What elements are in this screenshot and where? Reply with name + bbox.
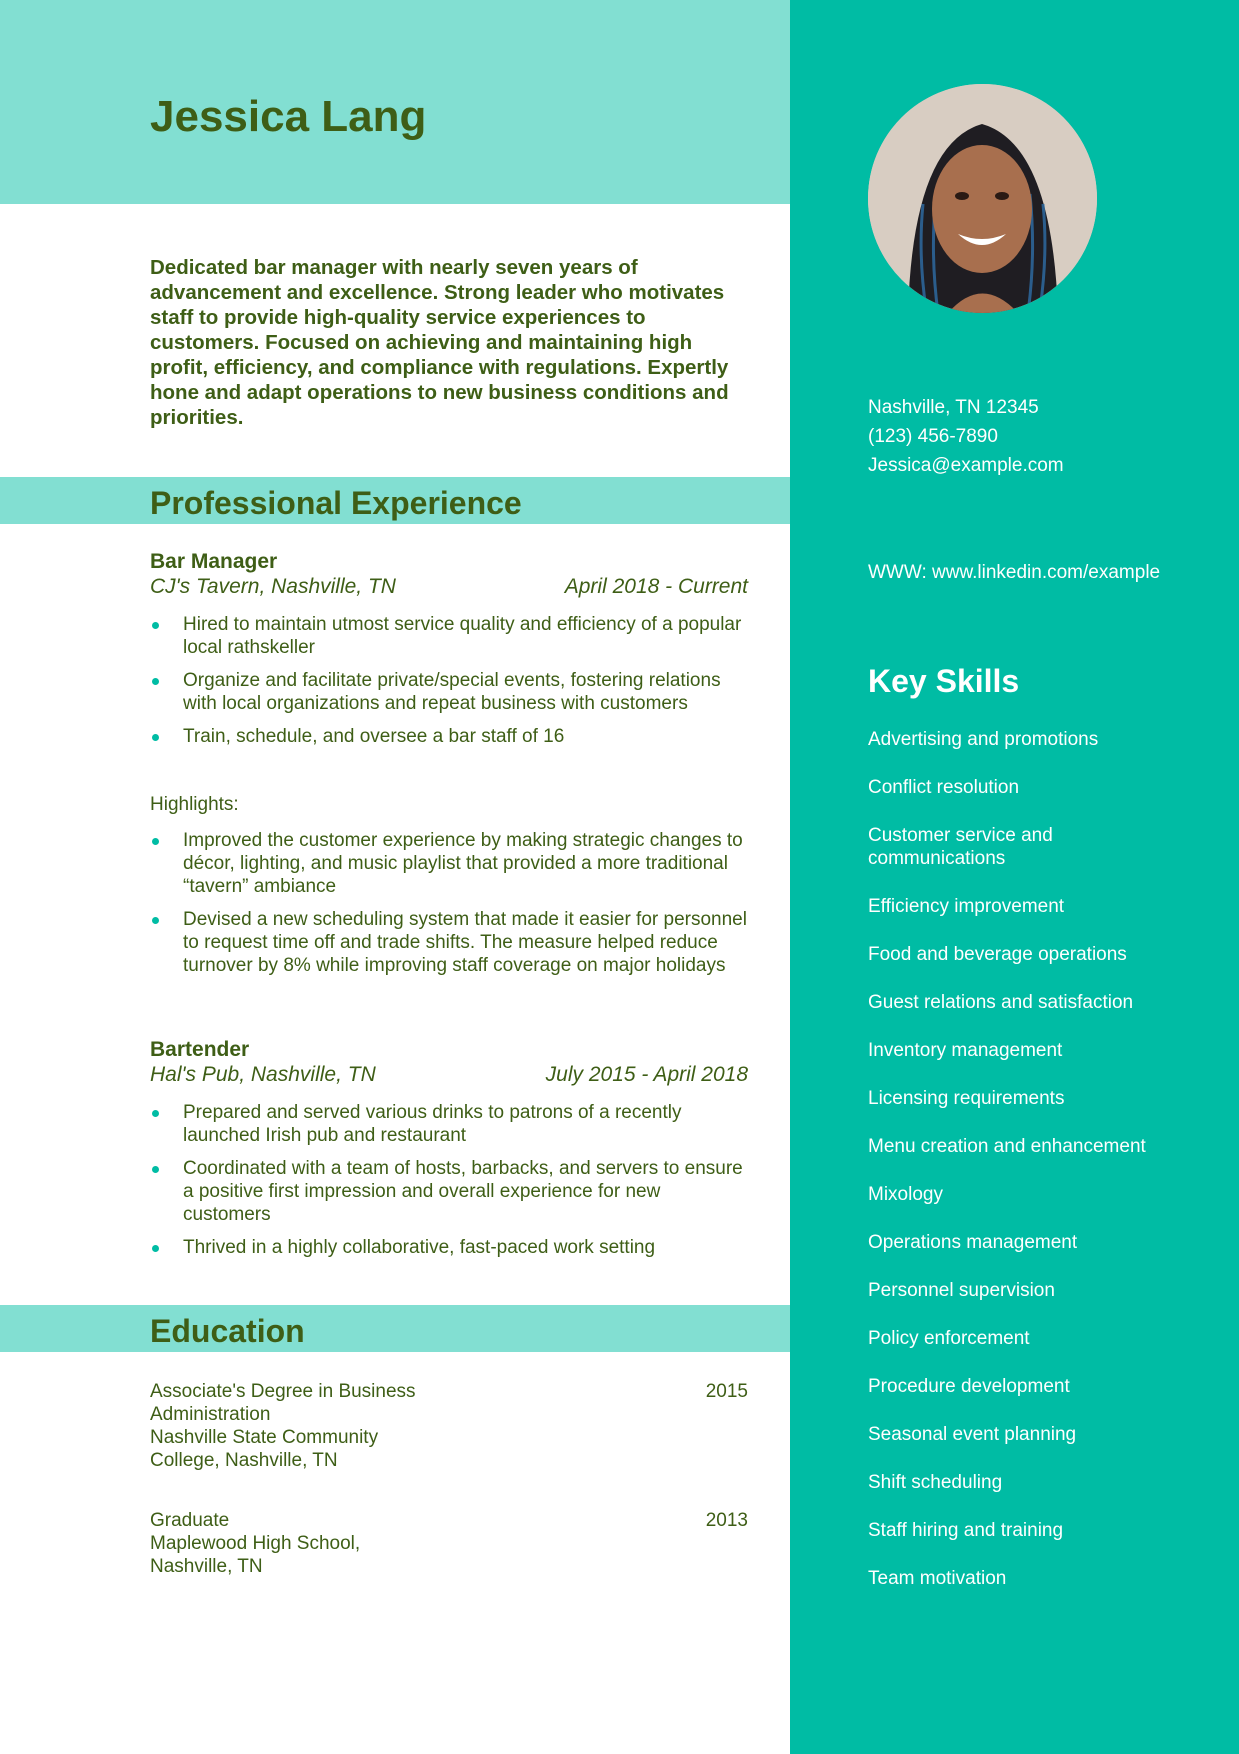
education-degree: Graduate	[150, 1510, 230, 1531]
education-year: 2015	[705, 1381, 748, 1402]
education-band	[0, 1305, 790, 1352]
contact-website[interactable]: WWW: www.linkedin.com/example	[868, 562, 1161, 583]
education-entry	[150, 1380, 748, 1472]
skill-item: Team motivation	[868, 1568, 1007, 1589]
education-year: 2013	[705, 1510, 748, 1531]
skill-item: Policy enforcement	[868, 1328, 1030, 1349]
skill-item: Mixology	[868, 1184, 943, 1205]
skill-item: Advertising and promotions	[868, 729, 1099, 750]
education-degree: Associate's Degree in Business Administration	[150, 1381, 416, 1425]
skill-item: Operations management	[868, 1232, 1078, 1253]
list-item: Hired to maintain utmost service quality and efficiency of a popular local rathskeller	[150, 613, 748, 659]
education-school: Maplewood High School, Nashville, TN	[150, 1533, 361, 1577]
job-dates: April 2018 - Current	[564, 575, 748, 598]
skill-item: Licensing requirements	[868, 1088, 1065, 1109]
job-company: CJ's Tavern, Nashville, TN	[150, 575, 396, 598]
list-item: Thrived in a highly collaborative, fast-paced work setting	[150, 1236, 748, 1259]
bullet-icon	[152, 622, 159, 629]
education-heading: Education	[150, 1313, 305, 1349]
list-item: Organize and facilitate private/special events, fostering relations with local organizations and repeat business with customers	[150, 669, 748, 715]
contact-address: Nashville, TN 12345	[868, 397, 1039, 418]
list-item: Improved the customer experience by making strategic changes to décor, lighting, and music playlist that provided a more traditional “tavern” ambiance	[150, 829, 748, 898]
skill-item: Personnel supervision	[868, 1280, 1055, 1301]
contact-phone: (123) 456-7890	[868, 426, 998, 447]
experience-heading: Professional Experience	[150, 485, 522, 521]
list-item: Train, schedule, and oversee a bar staff of 16	[150, 725, 748, 748]
job-subtitle	[150, 575, 748, 599]
skill-item: Menu creation and enhancement	[868, 1136, 1146, 1157]
skill-item: Customer service and communications	[868, 825, 1053, 869]
job-bullets	[150, 1101, 748, 1269]
list-item: Coordinated with a team of hosts, barbacks, and servers to ensure a positive first impression and overall experience for new customers	[150, 1157, 748, 1226]
bullet-icon	[152, 1166, 159, 1173]
list-item: Devised a new scheduling system that made it easier for personnel to request time off and trade shifts. The measure helped reduce turnover by 8% while improving staff coverage on major holidays	[150, 908, 748, 977]
bullet-icon	[152, 838, 159, 845]
bullet-icon	[152, 1110, 159, 1117]
job-subtitle	[150, 1063, 748, 1087]
summary: Dedicated bar manager with nearly seven years of advancement and excellence. Strong leader who motivates staff to provide high-quality service experiences to customers. Focused on achieving and maintaining high profit, efficiency, and compliance with regulations. Expertly hone and adapt operations to new business conditions and priorities.	[150, 256, 729, 429]
job-company: Hal's Pub, Nashville, TN	[150, 1063, 376, 1086]
education-entry	[150, 1509, 748, 1578]
skill-item: Inventory management	[868, 1040, 1063, 1061]
job-title: Bar Manager	[150, 550, 278, 573]
skill-item: Seasonal event planning	[868, 1424, 1077, 1445]
education-school: Nashville State Community College, Nashville, TN	[150, 1427, 379, 1471]
skills-heading: Key Skills	[868, 663, 1020, 699]
skill-item: Staff hiring and training	[868, 1520, 1064, 1541]
skill-item: Conflict resolution	[868, 777, 1020, 798]
bullet-icon	[152, 917, 159, 924]
skill-item: Procedure development	[868, 1376, 1070, 1397]
job-bullets	[150, 613, 748, 758]
highlight-bullets	[150, 829, 748, 987]
candidate-name: Jessica Lang	[150, 92, 427, 141]
contact-email[interactable]: Jessica@example.com	[868, 455, 1064, 476]
highlights-label: Highlights:	[150, 794, 239, 815]
bullet-icon	[152, 734, 159, 741]
job-dates: July 2015 - April 2018	[545, 1063, 748, 1086]
bullet-icon	[152, 678, 159, 685]
skills-list	[868, 728, 1178, 1615]
job-title: Bartender	[150, 1038, 250, 1061]
skill-item: Food and beverage operations	[868, 944, 1127, 965]
list-item: Prepared and served various drinks to patrons of a recently launched Irish pub and restaurant	[150, 1101, 748, 1147]
portrait-image	[868, 84, 1097, 313]
skill-item: Shift scheduling	[868, 1472, 1003, 1493]
skill-item: Guest relations and satisfaction	[868, 992, 1134, 1013]
skill-item: Efficiency improvement	[868, 896, 1065, 917]
bullet-icon	[152, 1245, 159, 1252]
profile-photo	[868, 84, 1097, 313]
